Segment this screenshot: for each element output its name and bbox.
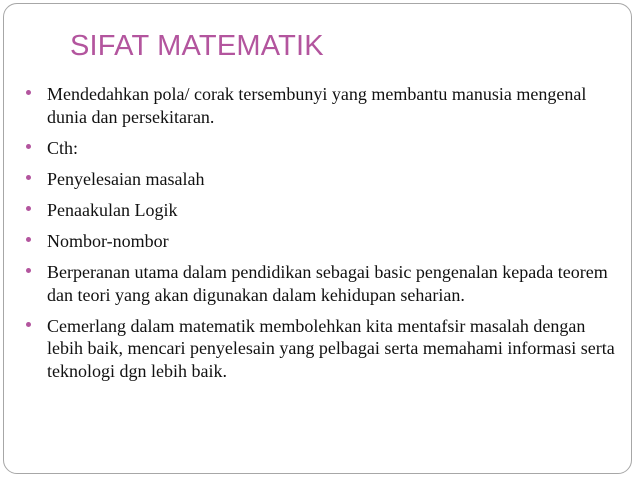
bullet-item-4: [26, 199, 616, 222]
bullet-item-6: [26, 261, 616, 306]
bullet-text: Penaakulan Logik: [47, 199, 178, 220]
bullet-dot-icon: [26, 268, 31, 273]
bullet-text: Mendedahkan pola/ corak tersembunyi yang membantu manusia mengenal dunia dan persekitaran.: [47, 84, 587, 127]
bullet-text: Cemerlang dalam matematik membolehkan kita mentafsir masalah dengan lebih baik, mencari penyelesain yang pelbagai serta memahami informasi serta teknologi dgn lebih baik.: [47, 315, 615, 381]
bullet-dot-icon: [26, 206, 31, 211]
bullet-dot-icon: [26, 175, 31, 180]
bullet-dot-icon: [26, 144, 31, 149]
bullet-item-3: [26, 168, 616, 191]
bullet-text: Penyelesaian masalah: [47, 168, 205, 189]
bullet-item-2: [26, 137, 616, 160]
bullet-list: [26, 83, 616, 391]
bullet-item-5: [26, 230, 616, 253]
bullet-text: Berperanan utama dalam pendidikan sebagai basic pengenalan kepada teorem dan teori yang akan digunakan dalam kehidupan seharian.: [47, 262, 608, 305]
slide-title: SIFAT MATEMATIK: [70, 30, 324, 62]
bullet-text: Cth:: [47, 137, 79, 158]
bullet-item-1: [26, 83, 616, 128]
bullet-text: Nombor-nombor: [47, 230, 169, 251]
bullet-dot-icon: [26, 90, 31, 95]
bullet-dot-icon: [26, 237, 31, 242]
bullet-dot-icon: [26, 322, 31, 327]
bullet-item-7: [26, 315, 616, 383]
